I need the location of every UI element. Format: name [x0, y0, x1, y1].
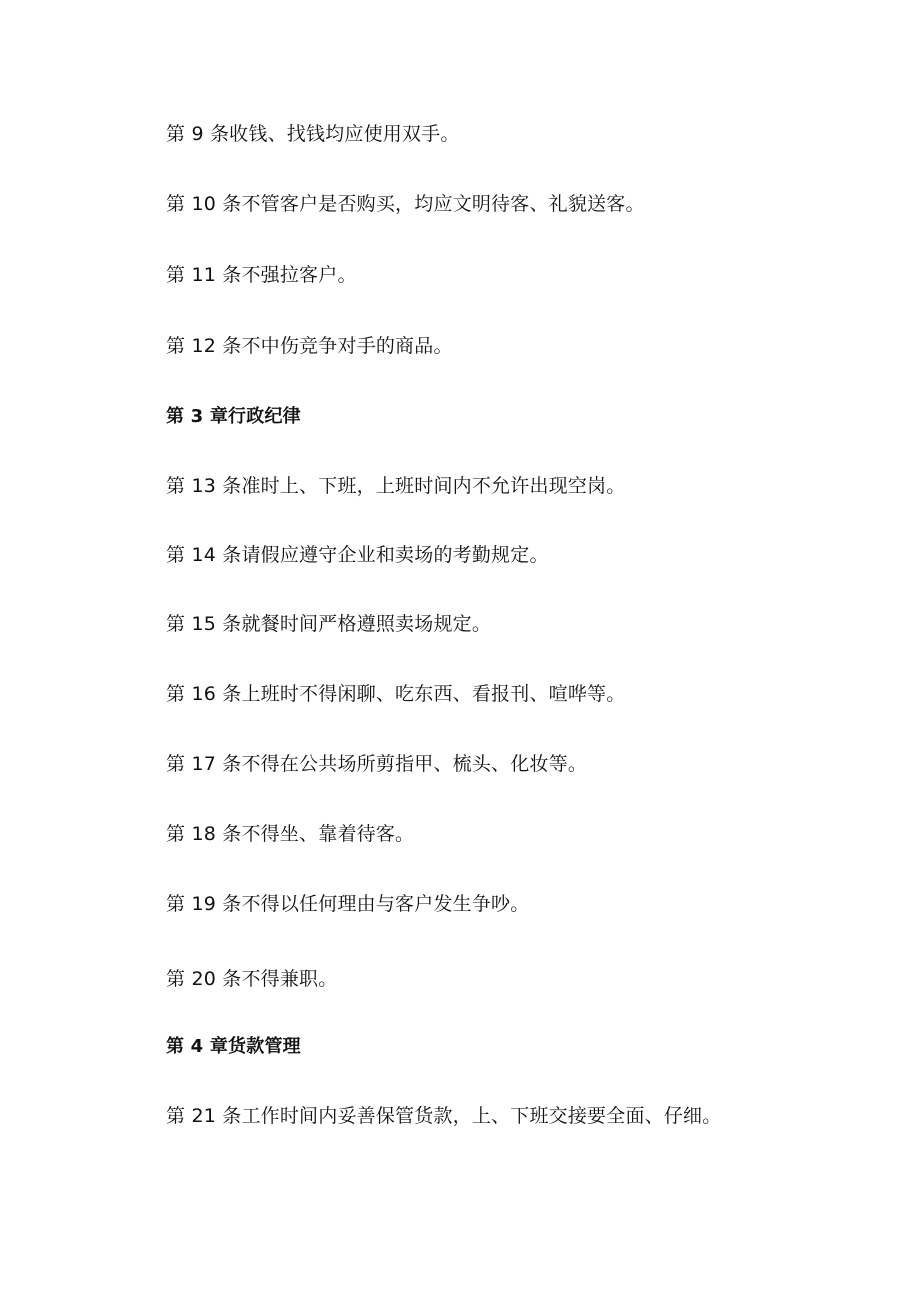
article-21: 第 21 条工作时间内妥善保管货款，上、下班交接要全面、仔细。 — [166, 1105, 722, 1127]
article-19: 第 19 条不得以任何理由与客户发生争吵。 — [166, 893, 530, 915]
article-15: 第 15 条就餐时间严格遵照卖场规定。 — [166, 613, 492, 635]
chapter-4-heading: 第 4 章货款管理 — [166, 1036, 301, 1057]
article-12: 第 12 条不中伤竞争对手的商品。 — [166, 335, 453, 357]
article-17: 第 17 条不得在公共场所剪指甲、梳头、化妆等。 — [166, 753, 588, 775]
article-11: 第 11 条不强拉客户。 — [166, 264, 357, 286]
chapter-3-heading: 第 3 章行政纪律 — [166, 406, 301, 427]
article-10: 第 10 条不管客户是否购买，均应文明待客、礼貌送客。 — [166, 193, 645, 215]
article-16: 第 16 条上班时不得闲聊、吃东西、看报刊、喧哗等。 — [166, 683, 626, 705]
article-18: 第 18 条不得坐、靠着待客。 — [166, 823, 415, 845]
article-14: 第 14 条请假应遵守企业和卖场的考勤规定。 — [166, 544, 549, 566]
article-20: 第 20 条不得兼职。 — [166, 968, 338, 990]
article-9: 第 9 条收钱、找钱均应使用双手。 — [166, 123, 460, 145]
article-13: 第 13 条准时上、下班，上班时间内不允许出现空岗。 — [166, 475, 626, 497]
